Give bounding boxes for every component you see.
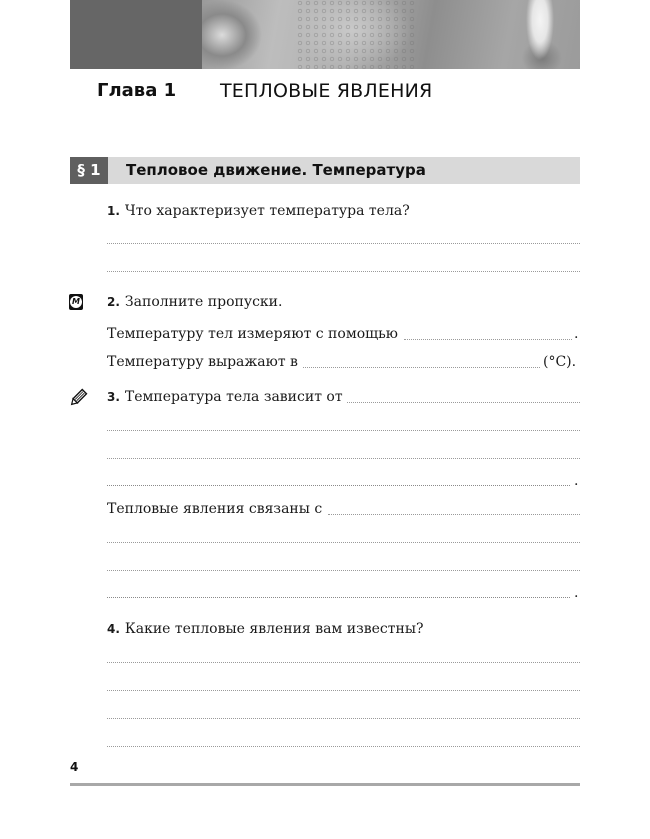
question-3 (107, 388, 343, 406)
section-number: § 1 (70, 157, 108, 184)
answer-line[interactable] (107, 570, 580, 571)
banner-color-block (70, 0, 202, 69)
question-text: Заполните пропуски. (124, 294, 283, 310)
question-number: 2. (107, 295, 120, 309)
question-number: 1. (107, 204, 120, 218)
question-number: 3. (107, 390, 120, 404)
question-text: Какие тепловые явления вам известны? (124, 621, 424, 637)
fill-in-suffix: (°C). (543, 354, 577, 370)
answer-line[interactable] (107, 597, 570, 598)
fill-in-prefix: Температуру выражают в (107, 354, 298, 370)
answer-line[interactable] (328, 514, 580, 515)
answer-line[interactable] (107, 243, 580, 244)
fill-in-suffix: . (574, 326, 579, 342)
followup-prompt: Тепловые явления связаны с (107, 501, 323, 517)
section-title: Тепловое движение. Температура (126, 161, 426, 179)
answer-line[interactable] (107, 690, 580, 691)
pencil-icon (68, 388, 88, 408)
answer-line[interactable] (107, 542, 580, 543)
chapter-title: ТЕПЛОВЫЕ ЯВЛЕНИЯ (220, 80, 433, 102)
answer-line[interactable] (107, 746, 580, 747)
question-2 (107, 293, 282, 311)
question-text: Что характеризует температура тела? (124, 203, 410, 219)
question-4 (107, 620, 423, 638)
answer-line[interactable] (107, 718, 580, 719)
answer-line[interactable] (107, 430, 580, 431)
answer-line[interactable] (107, 485, 570, 486)
question-1 (107, 202, 410, 220)
section-header (70, 157, 580, 184)
fill-in-blank[interactable] (303, 367, 540, 368)
banner-bubbles-texture (297, 0, 417, 69)
m-marker-icon: M (69, 294, 83, 310)
footer-rule (70, 783, 580, 786)
question-number: 4. (107, 622, 120, 636)
banner-photo (202, 0, 580, 69)
chapter-banner (70, 0, 580, 69)
answer-line[interactable] (107, 271, 580, 272)
answer-line[interactable] (107, 662, 580, 663)
page-number: 4 (70, 760, 79, 774)
answer-line[interactable] (107, 458, 580, 459)
fill-in-prefix: Температуру тел измеряют с помощью (107, 326, 398, 342)
chapter-label: Глава 1 (97, 80, 177, 101)
fill-in-blank[interactable] (404, 339, 572, 340)
answer-line[interactable] (347, 402, 580, 403)
end-mark: . (574, 585, 579, 601)
end-mark: . (574, 473, 579, 489)
question-text: Температура тела зависит от (124, 389, 343, 405)
